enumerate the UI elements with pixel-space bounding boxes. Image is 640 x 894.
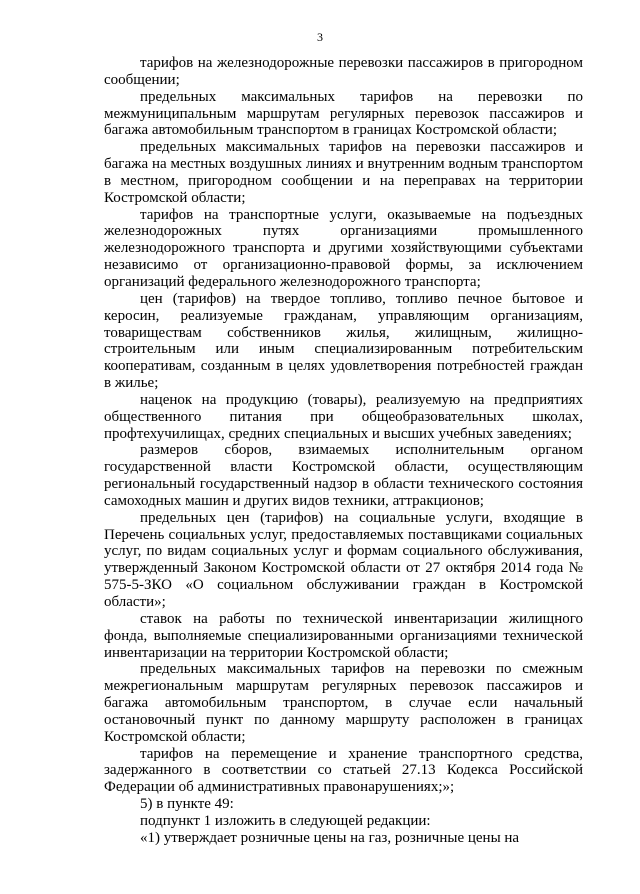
paragraph: тарифов на железнодорожные перевозки пассажиров в пригородном сообщении; [104, 55, 583, 88]
paragraph: размеров сборов, взимаемых исполнительным органом государственной власти Костромской области, осуществляющим региональный государственный надзор в области технического состояния самоходных машин и других видов техники, аттракционов; [104, 442, 583, 509]
paragraph: тарифов на транспортные услуги, оказываемые на подъездных железнодорожных путях организациями промышленного железнодорожного транспорта и другими хозяйствующими субъектами независимо от организационно-правовой формы, за исключением организаций федерального железнодорожного транспорта; [104, 206, 583, 290]
paragraph: наценок на продукцию (товары), реализуемую на предприятиях общественного питания при общеобразовательных школах, профтехучилищах, средних специальных и высших учебных заведениях; [104, 391, 583, 442]
paragraph: предельных максимальных тарифов на перевозки пассажиров и багажа на местных воздушных линиях и внутренним водным транспортом в местном, пригородном сообщении и на переправах на территории Костромской области; [104, 139, 583, 206]
paragraph: ставок на работы по технической инвентаризации жилищного фонда, выполняемые специализированными организациями технической инвентаризации на территории Костромской области; [104, 610, 583, 661]
page-number: 3 [317, 30, 323, 44]
paragraph: «1) утверждает розничные цены на газ, розничные цены на [140, 829, 520, 846]
paragraph: цен (тарифов) на твердое топливо, топливо печное бытовое и керосин, реализуемые гражданам, управляющим организациям, товариществам собственников жилья, жилищным, жилищно-строительным или иным специализированным потребительским кооперативам, созданным в целях удовлетворения потребностей граждан в жилье; [104, 290, 583, 392]
paragraph: 5) в пункте 49: [140, 796, 234, 813]
paragraph: подпункт 1 изложить в следующей редакции: [140, 812, 431, 829]
paragraph: предельных цен (тарифов) на социальные услуги, входящие в Перечень социальных услуг, предоставляемых поставщиками социальных услуг, по видам социальных услуг и формам социального обслуживания, утвержденный Законом Костромской области от 27 октября 2014 года № 575-5-ЗКО «О социальном обслуживании граждан в Костромской области»; [104, 509, 583, 610]
document-body [104, 55, 583, 847]
paragraph: предельных максимальных тарифов на перевозки по межмуниципальным маршрутам регулярных перевозок пассажиров и багажа автомобильным транспортом в границах Костромской области; [104, 88, 583, 139]
paragraph: тарифов на перемещение и хранение транспортного средства, задержанного в соответствии со статьей 27.13 Кодекса Российской Федерации об административных правонарушениях;»; [104, 745, 583, 796]
paragraph: предельных максимальных тарифов на перевозки по смежным межрегиональным маршрутам регулярных перевозок пассажиров и багажа автомобильным транспортом, в случае если начальный остановочный пункт по данному маршруту расположен в границах Костромской области; [104, 661, 583, 745]
